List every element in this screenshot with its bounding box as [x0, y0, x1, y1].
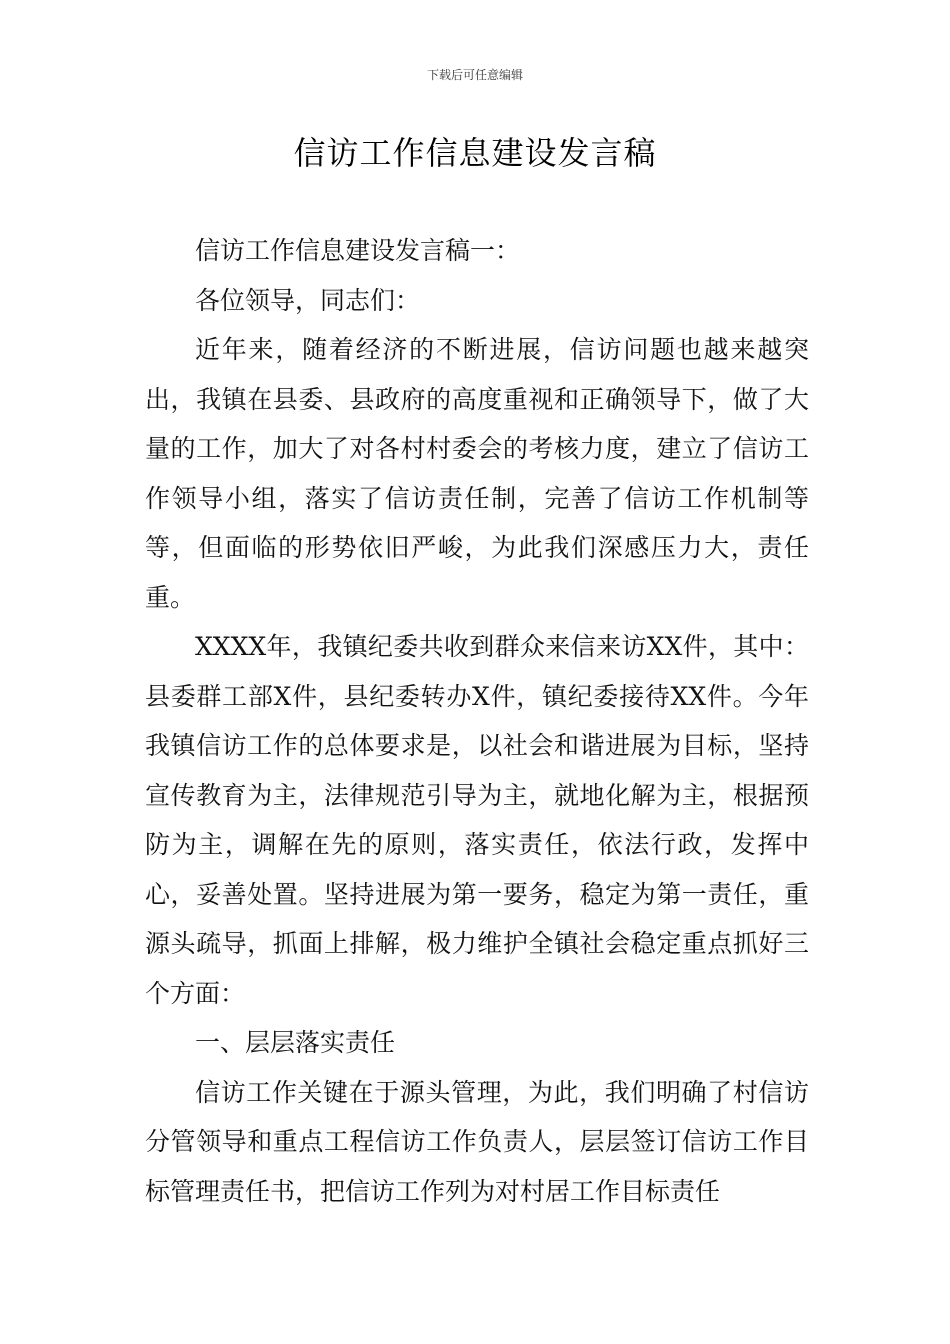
- header-note: 下载后可任意编辑: [426, 68, 523, 82]
- paragraph-intro: 近年来，随着经济的不断进展，信访问题也越来越突出，我镇在县委、县政府的高度重视和正确领导下，做了大量的工作，加大了对各村村委会的考核力度，建立了信访工作领导小组，落实了信访责任制，完善了信访工作机制等等，但面临的形势依旧严峻，为此我们深感压力大，责任重。: [145, 335, 809, 612]
- paragraph-section-1: 信访工作关键在于源头管理，为此，我们明确了村信访分管领导和重点工程信访工作负责人，层层签订信访工作目标管理责任书，把信访工作列为对村居工作目标责任: [145, 1077, 809, 1206]
- paragraph-statistics: XXXX年，我镇纪委共收到群众来信来访XX件，其中：县委群工部X件，县纪委转办X件，镇纪委接待XX件。今年我镇信访工作的总体要求是，以社会和谐进展为目标，坚持宣传教育为主，法律规范引导为主，就地化解为主，根据预防为主，调解在先的原则，落实责任，依法行政，发挥中心，妥善处置。坚持进展为第一要务，稳定为第一责任，重源头疏导，抓面上排解，极力维护全镇社会稳定重点抓好三个方面：: [145, 632, 809, 1008]
- document-body: [145, 226, 809, 1216]
- section-heading-1: 一、层层落实责任: [195, 1028, 396, 1057]
- paragraph-salutation: 各位领导，同志们：: [195, 285, 421, 315]
- paragraph-subtitle: 信访工作信息建设发言稿一：: [195, 236, 521, 265]
- document-title: 信访工作信息建设发言稿: [293, 134, 657, 172]
